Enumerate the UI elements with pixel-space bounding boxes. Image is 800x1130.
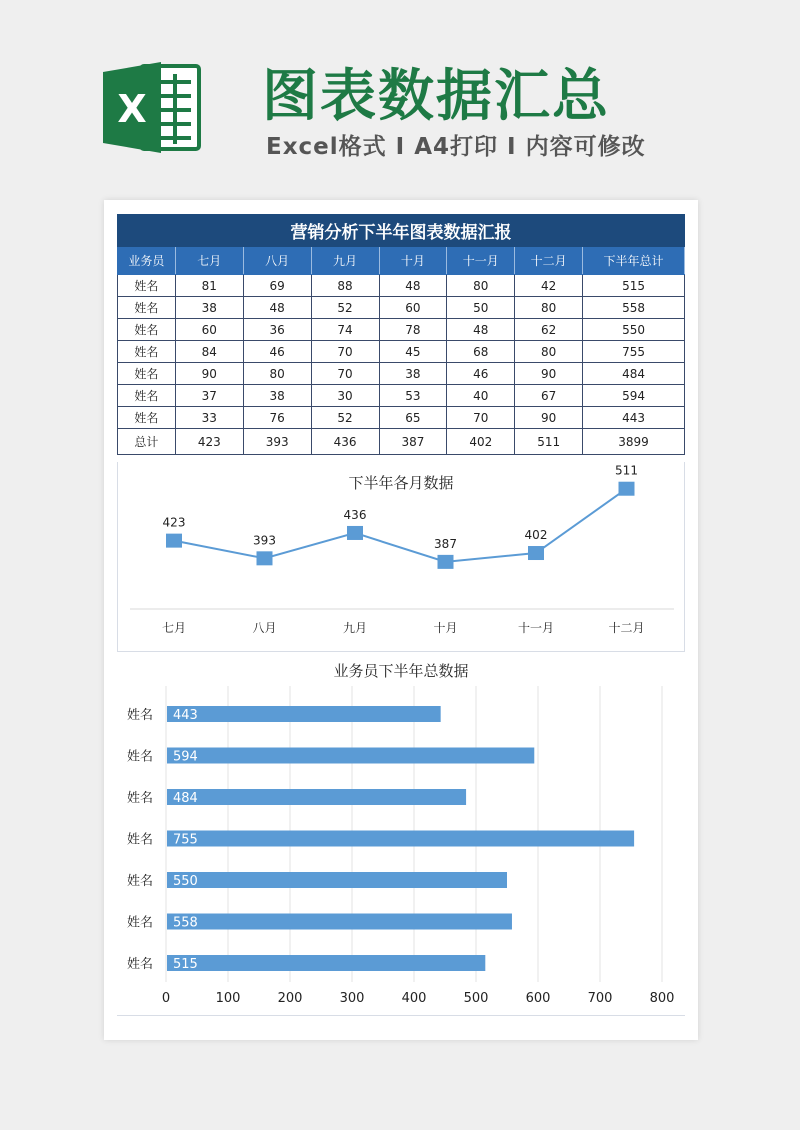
table-row — [118, 385, 685, 407]
line-marker[interactable] — [347, 526, 363, 540]
table-cell[interactable]: 69 — [243, 275, 311, 297]
table-header-row — [118, 247, 685, 275]
table-cell[interactable]: 80 — [447, 275, 515, 297]
table-cell[interactable]: 姓名 — [118, 341, 176, 363]
bar-x-tick-label: 600 — [525, 991, 551, 1006]
bar-x-tick-label: 0 — [161, 991, 171, 1006]
column-header: 十二月 — [515, 247, 583, 275]
line-data-label: 387 — [434, 536, 457, 551]
table-cell[interactable]: 38 — [379, 363, 447, 385]
table-cell[interactable]: 37 — [175, 385, 243, 407]
line-data-label: 393 — [253, 533, 276, 548]
table-cell[interactable]: 40 — [447, 385, 515, 407]
table-cell[interactable]: 姓名 — [118, 385, 176, 407]
table-cell[interactable]: 53 — [379, 385, 447, 407]
table-cell[interactable]: 33 — [175, 407, 243, 429]
table-cell[interactable]: 48 — [447, 319, 515, 341]
bar[interactable] — [167, 872, 507, 888]
table-cell[interactable]: 70 — [311, 341, 379, 363]
table-cell[interactable]: 67 — [515, 385, 583, 407]
bar-x-tick-label: 400 — [401, 991, 427, 1006]
table-cell[interactable]: 50 — [447, 297, 515, 319]
data-table — [117, 214, 685, 455]
table-cell[interactable]: 81 — [175, 275, 243, 297]
bar-category-label: 姓名 — [126, 915, 153, 931]
table-row — [118, 363, 685, 385]
table-cell[interactable]: 88 — [311, 275, 379, 297]
bar[interactable] — [167, 789, 466, 805]
total-cell[interactable]: 3899 — [583, 429, 685, 455]
logo-letter: X — [117, 87, 147, 131]
table-cell[interactable]: 515 — [583, 275, 685, 297]
line-series — [174, 489, 627, 562]
line-marker[interactable] — [438, 555, 454, 569]
table-cell[interactable]: 姓名 — [118, 363, 176, 385]
table-title: 营销分析下半年图表数据汇报 — [118, 215, 685, 247]
line-x-tick-label: 七月 — [161, 621, 187, 635]
bar[interactable] — [167, 831, 634, 847]
table-cell[interactable]: 90 — [515, 407, 583, 429]
column-header: 九月 — [311, 247, 379, 275]
line-marker[interactable] — [257, 551, 273, 565]
bar-x-tick-label: 200 — [277, 991, 303, 1006]
table-cell[interactable]: 84 — [175, 341, 243, 363]
line-x-tick-label: 十月 — [433, 621, 458, 635]
bar-category-label: 姓名 — [126, 708, 153, 723]
bar-x-tick-label: 100 — [215, 991, 241, 1006]
bar-category-label: 姓名 — [126, 874, 153, 889]
line-x-tick-label: 十二月 — [608, 621, 645, 635]
bar-data-label: 443 — [173, 708, 198, 723]
table-total-row — [118, 429, 685, 455]
line-marker[interactable] — [166, 534, 182, 548]
line-chart — [118, 462, 684, 652]
bar-data-label: 558 — [173, 915, 198, 931]
table-cell[interactable]: 90 — [175, 363, 243, 385]
bar-data-label: 515 — [173, 957, 198, 972]
line-data-label: 402 — [524, 528, 548, 543]
table-cell[interactable]: 594 — [583, 385, 685, 407]
table-cell[interactable]: 姓名 — [118, 297, 176, 319]
bar-category-label: 姓名 — [126, 791, 153, 806]
bar-data-label: 755 — [173, 832, 198, 848]
table-cell[interactable]: 68 — [447, 341, 515, 363]
table-cell[interactable]: 62 — [515, 319, 583, 341]
table-cell[interactable]: 48 — [379, 275, 447, 297]
total-cell[interactable]: 393 — [243, 429, 311, 455]
bar[interactable] — [167, 914, 512, 930]
total-cell[interactable]: 402 — [447, 429, 515, 455]
bar-chart — [117, 656, 685, 1016]
line-x-tick-label: 九月 — [342, 621, 368, 635]
total-cell[interactable]: 436 — [311, 429, 379, 455]
bar-data-label: 484 — [173, 791, 198, 806]
table-cell[interactable]: 70 — [447, 407, 515, 429]
table-cell[interactable]: 30 — [311, 385, 379, 407]
bar-x-tick-label: 300 — [339, 991, 365, 1006]
table-cell[interactable]: 45 — [379, 341, 447, 363]
table-cell[interactable]: 48 — [243, 297, 311, 319]
table-cell[interactable]: 80 — [243, 363, 311, 385]
table-row — [118, 275, 685, 297]
line-data-label: 511 — [615, 463, 638, 478]
total-cell[interactable]: 387 — [379, 429, 447, 455]
table-cell[interactable]: 36 — [243, 319, 311, 341]
table-cell[interactable]: 52 — [311, 407, 379, 429]
table-cell[interactable]: 46 — [447, 363, 515, 385]
table-cell[interactable]: 558 — [583, 297, 685, 319]
table-cell[interactable]: 80 — [515, 297, 583, 319]
bar-category-label: 姓名 — [126, 832, 153, 848]
table-cell[interactable]: 755 — [583, 341, 685, 363]
bar-chart-title: 业务员下半年总数据 — [333, 662, 469, 680]
table-cell[interactable]: 42 — [515, 275, 583, 297]
total-cell[interactable]: 423 — [175, 429, 243, 455]
table-cell[interactable]: 484 — [583, 363, 685, 385]
bar-x-tick-label: 800 — [649, 991, 675, 1006]
line-data-label: 423 — [162, 515, 186, 530]
bar-x-tick-label: 500 — [463, 991, 489, 1006]
bar-category-label: 姓名 — [126, 749, 153, 765]
bar-data-label: 594 — [173, 749, 198, 765]
column-header: 七月 — [175, 247, 243, 275]
line-chart-panel — [117, 462, 685, 652]
table-cell[interactable]: 姓名 — [118, 275, 176, 297]
bar[interactable] — [167, 748, 534, 764]
column-header: 下半年总计 — [583, 247, 685, 275]
table-cell[interactable]: 38 — [243, 385, 311, 407]
table-cell[interactable]: 姓名 — [118, 319, 176, 341]
line-chart-title: 下半年各月数据 — [348, 474, 454, 492]
line-x-tick-label: 十一月 — [517, 621, 555, 635]
table-cell[interactable]: 70 — [311, 363, 379, 385]
table-cell[interactable]: 52 — [311, 297, 379, 319]
table-cell[interactable]: 80 — [515, 341, 583, 363]
bar-x-tick-label: 700 — [587, 991, 613, 1006]
table-row — [118, 407, 685, 429]
line-marker[interactable] — [528, 546, 544, 560]
table-cell[interactable]: 65 — [379, 407, 447, 429]
column-header: 业务员 — [118, 247, 176, 275]
page-subtitle: Excel格式 I A4打印 I 内容可修改 — [266, 134, 646, 160]
page-title: 图表数据汇总 — [262, 64, 610, 129]
table-row — [118, 341, 685, 363]
table-cell[interactable]: 46 — [243, 341, 311, 363]
bar-category-label: 姓名 — [126, 957, 153, 972]
table-cell[interactable]: 60 — [379, 297, 447, 319]
line-x-tick-label: 八月 — [252, 621, 277, 635]
table-cell[interactable]: 姓名 — [118, 407, 176, 429]
table-cell[interactable]: 550 — [583, 319, 685, 341]
total-cell[interactable]: 总计 — [118, 429, 176, 455]
table-row — [118, 319, 685, 341]
table-cell[interactable]: 74 — [311, 319, 379, 341]
table-cell[interactable]: 38 — [175, 297, 243, 319]
table-cell[interactable]: 90 — [515, 363, 583, 385]
total-cell[interactable]: 511 — [515, 429, 583, 455]
table-row — [118, 297, 685, 319]
table-cell[interactable]: 60 — [175, 319, 243, 341]
table-cell[interactable]: 76 — [243, 407, 311, 429]
line-marker[interactable] — [619, 482, 635, 496]
bar[interactable] — [167, 706, 441, 722]
document-page — [104, 200, 698, 1040]
bar-data-label: 550 — [173, 874, 198, 889]
bar-chart-panel — [117, 656, 685, 1016]
line-data-label: 436 — [343, 507, 367, 522]
column-header: 八月 — [243, 247, 311, 275]
column-header: 十一月 — [447, 247, 515, 275]
excel-logo-icon — [103, 60, 203, 155]
column-header: 十月 — [379, 247, 447, 275]
table-cell[interactable]: 78 — [379, 319, 447, 341]
table-cell[interactable]: 443 — [583, 407, 685, 429]
bar[interactable] — [167, 955, 485, 971]
